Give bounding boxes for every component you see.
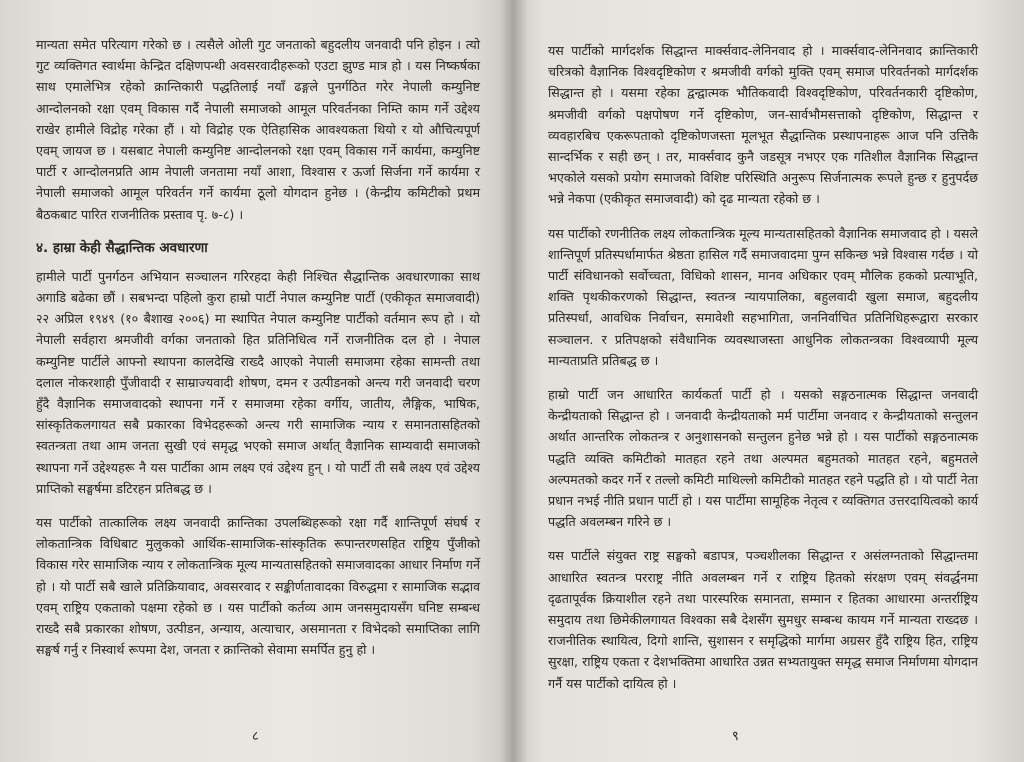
section-heading: ४. हाम्रा केही सैद्धान्तिक अवधारणा <box>36 239 208 256</box>
right-paragraph-4: यस पार्टीले संयुक्त राष्ट्र सङ्घको बडापत्र, पञ्चशीलका सिद्धान्त र असंलग्नताको सिद्धान्तमा आधारित स्वतन्त्र परराष्ट्र नीति अवलम्बन गर्ने र राष्ट्रिय हितको संरक्षण एवम् संवर्द्धनमा दृढतापूर्वक क्रियाशील रहने तथा पारस्परिक समानता, सम्मान र हितका आधारमा अन्तर्राष्ट्रिय समुदाय तथा छिमेकीलगायत विश्वका सबै देशसँग सुमधुर सम्बन्ध कायम गर्ने मान्यता राख्दछ । राजनीतिक स्थायित्व, दिगो शान्ति, सुशासन र समृद्धिको मार्गमा अग्रसर हुँदै राष्ट्रिय हित, राष्ट्रिय सुरक्षा, राष्ट्रिय एकता र देशभक्तिमा आधारित उन्नत सभ्यतायुक्त समृद्ध समाज निर्माणमा योगदान गर्नै यस पार्टीको दायित्व हो । <box>548 548 978 691</box>
right-paragraph-2: यस पार्टीको रणनीतिक लक्ष्य लोकतान्त्रिक मूल्य मान्यतासहितको वैज्ञानिक समाजवाद हो । यसले शान्तिपूर्ण प्रतिस्पर्धामार्फत श्रेष्ठता हासिल गर्दै समाजवादमा पुग्न सकिन्छ भन्ने विश्वास गर्दछ । यो पार्टी संविधानको सर्वोच्चता, विधिको शासन, मानव अधिकार एवम् मौलिक हकको प्रत्याभूति, शक्ति पृथकीकरणको सिद्धान्त, स्वतन्त्र न्यायपालिका, बहुलवादी खुला समाज, बहुदलीय प्रतिस्पर्धा, आवधिक निर्वाचन, समावेशी सहभागिता, जननिर्वाचित प्रतिनिधिहरूद्वारा सरकार सञ्चालन. र प्रतिपक्षको संवैधानिक व्यवस्थाजस्ता आधुनिक लोकतन्त्रका विश्वव्यापी मूल्य मान्यताप्रति प्रतिबद्ध छ । <box>548 225 978 368</box>
left-paragraph-3: यस पार्टीको तात्कालिक लक्ष्य जनवादी क्रान्तिका उपलब्धिहरूको रक्षा गर्दै शान्तिपूर्ण संघर्ष र लोकतान्त्रिक विधिबाट मुलुकको आर्थिक-सामाजिक-सांस्कृतिक रूपान्तरणसहित राष्ट्रिय पुँजीको विकास गरेर सामाजिक न्याय र लोकतान्त्रिक मूल्य मान्यतासहितको समाजवादका आधार निर्माण गर्ने हो । यो पार्टी सबै खाले प्रतिक्रियावाद, अवसरवाद र सङ्कीर्णतावादका विरुद्धमा र सामाजिक सद्भाव एवम् राष्ट्रिय एकताको पक्षमा रहेको छ । यस पार्टीको कर्तव्य आम जनसमुदायसँग घनिष्ट सम्बन्ध राख्दै सबै प्रकारका शोषण, उत्पीडन, अन्याय, अत्याचार, असमानता र विभेदको समाप्तिका लागि सङ्घर्ष गर्नु र निस्वार्थ रूपमा देश, जनता र क्रान्तिको सेवामा समर्पित हुनु हो । <box>36 515 480 658</box>
right-paragraph-1: यस पार्टीको मार्गदर्शक सिद्धान्त मार्क्सवाद-लेनिनवाद हो । मार्क्सवाद-लेनिनवाद क्रान्तिकारी चरित्रको वैज्ञानिक विश्वदृष्टिकोण र श्रमजीवी वर्गको मुक्ति एवम् समाज परिवर्तनको मार्गदर्शक सिद्धान्त हो । यसमा रहेका द्वन्द्वात्मक भौतिकवादी विश्वदृष्टिकोण, परिवर्तनकारी दृष्टिकोण, श्रमजीवी वर्गको पक्षपोषण गर्ने दृष्टिकोण, जन-सार्वभौमसत्ताको दृष्टिकोण, सिद्धान्त र व्यवहारबिच एकरूपताको दृष्टिकोणजस्ता मूलभूत सैद्धान्तिक प्रस्थापनाहरू आज पनि उत्तिकै सान्दर्भिक र सही छन् । तर, मार्क्सवाद कुनै जडसूत्र नभएर एक गतिशील वैज्ञानिक सिद्धान्त भएकोले यसको प्रयोग समाजको विशिष्ट परिस्थिति अनुरूप सिर्जनात्मक रूपले हुन्छ र हुनुपर्दछ भन्ने नेकपा (एकीकृत समाजवादी) को दृढ मान्यता रहेको छ । <box>548 43 978 207</box>
page-number-right: ९ <box>732 729 739 744</box>
left-paragraph-1: मान्यता समेत परित्याग गरेको छ । त्यसैले ओली गुट जनताको बहुदलीय जनवादी पनि होइन । त्यो गुट व्यक्तिगत स्वार्थमा केन्द्रित दक्षिणपन्थी अवसरवादीहरूको एउटा झुण्ड मात्र हो । यस निष्कर्षका साथ एमालेभित्र रहेको क्रान्तिकारी पद्धतिलाई नयाँ ढङ्गले पुनर्गठित गरेर नेपाली कम्युनिष्ट आन्दोलनको रक्षा एवम् विकास गर्दै नेपाली समाजको आमूल परिवर्तनका निम्ति काम गर्ने उद्देश्य राखेर हामीले विद्रोह गरेका हौं । यो विद्रोह एक ऐतिहासिक आवश्यकता थियो र यो औचित्यपूर्ण एवम् जायज छ । यसबाट नेपाली कम्युनिष्ट आन्दोलनको रक्षा एवम् विकास गर्ने कार्यमा, कम्युनिष्ट पार्टी र आन्दोलनप्रति आम नेपाली जनतामा नयाँ आशा, विश्वास र ऊर्जा सिर्जना गर्ने कार्यमा र नेपाली समाजको आमूल परिवर्तन गर्ने कार्यमा ठूलो योगदान हुनेछ । (केन्द्रीय कमिटीको प्रथम बैठकबाट पारित राजनीतिक प्रस्ताव पृ. ७-८) । <box>36 37 480 222</box>
right-page <box>514 0 1024 762</box>
page-number-left: ८ <box>252 729 259 744</box>
right-paragraph-3: हाम्रो पार्टी जन आधारित कार्यकर्ता पार्टी हो । यसको सङ्गठनात्मक सिद्धान्त जनवादी केन्द्रीयताको सिद्धान्त हो । जनवादी केन्द्रीयताको मर्म पार्टीमा जनवाद र केन्द्रीयताको सन्तुलन अर्थात आन्तरिक लोकतन्त्र र अनुशासनको सन्तुलन हुनेछ भन्ने हो । यस पार्टीको सङ्गठनात्मक पद्धति व्यक्ति कमिटीको मातहत रहने तथा अल्पमत बहुमतको मातहत रहने, बहुमतले अल्पमतको कदर गर्ने र तल्लो कमिटी माथिल्लो कमिटीको मातहत रहने पद्धति हो । यो पार्टी नेता प्रधान नभई नीति प्रधान पार्टी हो । यस पार्टीमा सामूहिक नेतृत्व र व्यक्तिगत उत्तरदायित्वको कार्य पद्धति अवलम्बन गरिने छ । <box>548 387 978 530</box>
left-paragraph-2: हामीले पार्टी पुनर्गठन अभियान सञ्चालन गरिरहदा केही निश्चित सैद्धान्तिक अवधारणाका साथ अगाडि बढेका छौं । सबभन्दा पहिलो कुरा हाम्रो पार्टी नेपाल कम्युनिष्ट पार्टी (एकीकृत समाजवादी) २२ अप्रिल १९४९ (१० बैशाख २००६) मा स्थापित नेपाल कम्युनिष्ट पार्टीको वर्तमान रूप हो । यो नेपाली सर्वहारा श्रमजीवी वर्गका जनताको हित प्रतिनिधित्व गर्ने राजनीतिक दल हो । नेपाल कम्युनिष्ट पार्टीले आफ्नो स्थापना कालदेखि राख्दै आएको नेपाली समाजमा रहेका सामन्ती तथा दलाल नोकरशाही पुँजीवादी र साम्राज्यवादी शोषण, दमन र उत्पीडनको अन्त्य गरी जनवादी चरण हुँदै वैज्ञानिक समाजवादको स्थापना गर्ने र समाजमा रहेका वर्गीय, जातीय, लैङ्गिक, भाषिक, सांस्कृतिकलगायत सबै प्रकारका विभेदहरूको अन्त्य गरी सामाजिक न्याय र समानतासहितको स्वतन्त्रता तथा आम जनता सुखी एवं समृद्ध भएको समाज अर्थात् वैज्ञानिक साम्यवादी समाजको स्थापना गर्ने उद्देश्यहरू नै यस पार्टीका आम लक्ष्य एवं उद्देश्य हुन् । यो पार्टी ती सबै लक्ष्य एवं उद्देश्य प्राप्तिको सङ्घर्षमा डटिरहन प्रतिबद्ध छ । <box>36 268 480 496</box>
